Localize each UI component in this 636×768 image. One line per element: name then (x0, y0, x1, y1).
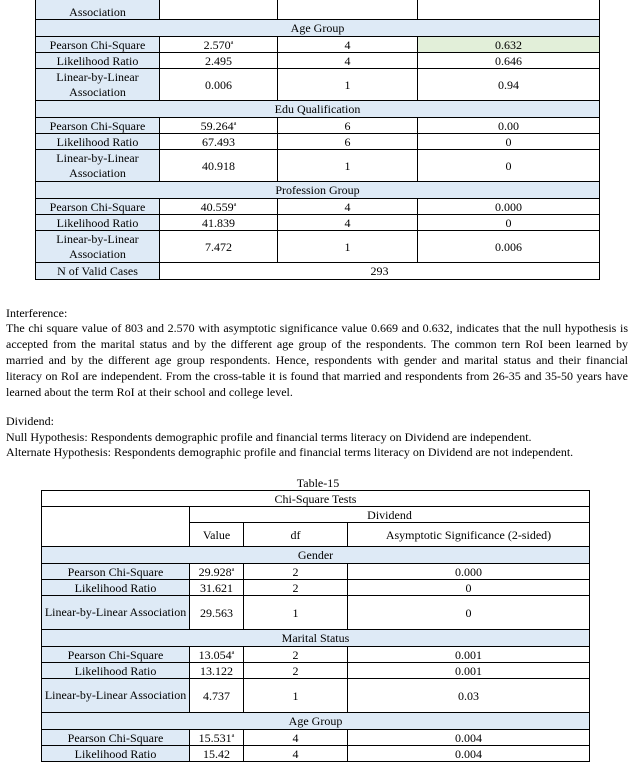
group-header: Profession Group (36, 182, 600, 199)
table-row (36, 215, 600, 231)
table-row (42, 663, 590, 679)
dividend-span-header: Dividend (190, 507, 590, 523)
df-cell: 1 (278, 69, 418, 101)
table-row (36, 150, 600, 182)
df-cell: 1 (278, 231, 418, 263)
valid-cases-value: 293 (160, 263, 600, 280)
value-cell: 40.559$^a$ (160, 199, 278, 215)
table-caption: Table-15 (296, 476, 340, 490)
df-cell: 4 (278, 215, 418, 231)
group-row (42, 713, 590, 730)
group-header: Gender (42, 547, 590, 564)
row-label: Likelihood Ratio (36, 53, 160, 69)
value-cell: 40.918 (160, 150, 278, 182)
row-label: Linear-by-Linear Association (42, 679, 190, 713)
col-header-df: df (244, 523, 348, 547)
value-cell: 0.006 (160, 69, 278, 101)
value-cell: 29.563 (190, 596, 244, 630)
row-label: Likelihood Ratio (36, 134, 160, 150)
value-cell: 67.493 (160, 134, 278, 150)
group-header: Age Group (42, 713, 590, 730)
row-label (36, 0, 160, 20)
group-row (42, 630, 590, 647)
value-cell: 13.122 (190, 663, 244, 679)
group-row (36, 20, 600, 37)
sig-cell: 0.03 (348, 679, 590, 713)
footnote-marker: a (230, 39, 234, 46)
table-row (42, 679, 590, 713)
df-cell: 6 (278, 134, 418, 150)
df-cell: 4 (244, 746, 348, 762)
sig-cell: 0 (418, 215, 600, 231)
row-label: Linear-by-Linear Association (36, 69, 160, 101)
table-row (36, 231, 600, 263)
sig-cell: 0.94 (418, 69, 600, 101)
sig-cell: 0.00 (418, 118, 600, 134)
footnote-marker: a (231, 732, 235, 739)
df-cell: 1 (278, 150, 418, 182)
dividend-heading: Dividend: (6, 414, 54, 428)
sig-cell: 0.632 (418, 37, 600, 53)
table-row (36, 69, 600, 101)
df-cell: 2 (244, 647, 348, 663)
df-cell: 2 (244, 663, 348, 679)
df-cell: 1 (244, 596, 348, 630)
row-label: Pearson Chi-Square (42, 730, 190, 746)
chi-square-table-continued (35, 0, 600, 280)
value-cell: 13.054$^a$ (190, 647, 244, 663)
col-header-sig: Asymptotic Significance (2-sided) (348, 523, 590, 547)
value-cell: 15.531$^a$ (190, 730, 244, 746)
value-cell: 59.264$^a$ (160, 118, 278, 134)
sig-cell: 0.001 (348, 663, 590, 679)
row-label: Pearson Chi-Square (36, 118, 160, 134)
row-label: Linear-by-Linear Association (42, 596, 190, 630)
table-row (36, 37, 600, 53)
value-cell: 2.570$^a$ (160, 37, 278, 53)
row-label: Pearson Chi-Square (42, 564, 190, 580)
table-row (36, 134, 600, 150)
sig-cell: 0 (418, 134, 600, 150)
sig-cell: 0.004 (348, 746, 590, 762)
col-header-value: Value (190, 523, 244, 547)
value-cell (160, 0, 278, 20)
sig-cell: 0 (348, 596, 590, 630)
table-row (42, 746, 590, 762)
df-cell: 4 (278, 37, 418, 53)
group-row (36, 182, 600, 199)
df-cell: 4 (278, 53, 418, 69)
sig-cell: 0 (348, 580, 590, 596)
sig-cell: 0.000 (418, 199, 600, 215)
df-cell: 2 (244, 580, 348, 596)
row-label: Likelihood Ratio (42, 746, 190, 762)
group-row (42, 547, 590, 564)
value-cell: 29.928$^a$ (190, 564, 244, 580)
valid-cases-row (36, 263, 600, 280)
table-row (42, 596, 590, 630)
df-cell: 4 (278, 199, 418, 215)
chi-square-tests-table (41, 490, 590, 762)
value-cell: 41.839 (160, 215, 278, 231)
group-header: Age Group (36, 20, 600, 37)
row-label-text: Association (69, 5, 126, 19)
footnote-marker: a (231, 649, 235, 656)
header-empty-cell (42, 507, 190, 547)
group-row (36, 101, 600, 118)
group-header: Marital Status (42, 630, 590, 647)
row-label: Pearson Chi-Square (36, 199, 160, 215)
footnote-marker: a (233, 201, 237, 208)
row-label: Pearson Chi-Square (36, 37, 160, 53)
sig-cell: 0.646 (418, 53, 600, 69)
row-label: Linear-by-Linear Association (36, 150, 160, 182)
value-cell: 7.472 (160, 231, 278, 263)
table-row (42, 564, 590, 580)
valid-cases-label: N of Valid Cases (36, 263, 160, 280)
df-cell: 2 (244, 564, 348, 580)
row-label: Linear-by-Linear Association (36, 231, 160, 263)
sig-cell: 0.001 (348, 647, 590, 663)
df-cell (278, 0, 418, 20)
value-cell: 15.42 (190, 746, 244, 762)
value-cell: 2.495 (160, 53, 278, 69)
table-row (42, 730, 590, 746)
table-row (36, 118, 600, 134)
row-label: Likelihood Ratio (42, 580, 190, 596)
alternate-hypothesis: Alternate Hypothesis: Respondents demographic profile and financial terms literacy on Dividend are not independent. (6, 445, 574, 459)
sig-cell: 0.000 (348, 564, 590, 580)
table-title: Chi-Square Tests (42, 491, 590, 507)
group-header: Edu Qualification (36, 101, 600, 118)
row-label: Likelihood Ratio (36, 215, 160, 231)
table-row (36, 199, 600, 215)
table-row (36, 0, 600, 20)
sig-cell: 0 (418, 150, 600, 182)
sig-cell: 0.004 (348, 730, 590, 746)
footnote-marker: a (233, 120, 237, 127)
df-cell: 4 (244, 730, 348, 746)
value-cell: 4.737 (190, 679, 244, 713)
row-label: Likelihood Ratio (42, 663, 190, 679)
footnote-marker: a (231, 566, 235, 573)
table-row (42, 647, 590, 663)
sig-cell (418, 0, 600, 20)
interference-heading: Interference: (6, 306, 68, 320)
table-row (42, 580, 590, 596)
sig-cell: 0.006 (418, 231, 600, 263)
row-label: Pearson Chi-Square (42, 647, 190, 663)
value-cell: 31.621 (190, 580, 244, 596)
df-cell: 6 (278, 118, 418, 134)
interference-body: The chi square value of 803 and 2.570 with asymptotic significance value 0.669 and 0.632, indicates that the null hypothesis is accepted from the marital status and by the different age group of the respondents. The common tern RoI been learned by married and by the different age group respondents. Hence, respondents with gender and marital status and their financial literacy on RoI are independent. From the cross-table it is found that married and respondents from 26-35 and 35-50 years have learned about the term RoI at their school and college level. (6, 321, 628, 399)
df-cell: 1 (244, 679, 348, 713)
null-hypothesis: Null Hypothesis: Respondents demographic profile and financial terms literacy on Dividend are independent. (6, 430, 532, 444)
table-row (36, 53, 600, 69)
